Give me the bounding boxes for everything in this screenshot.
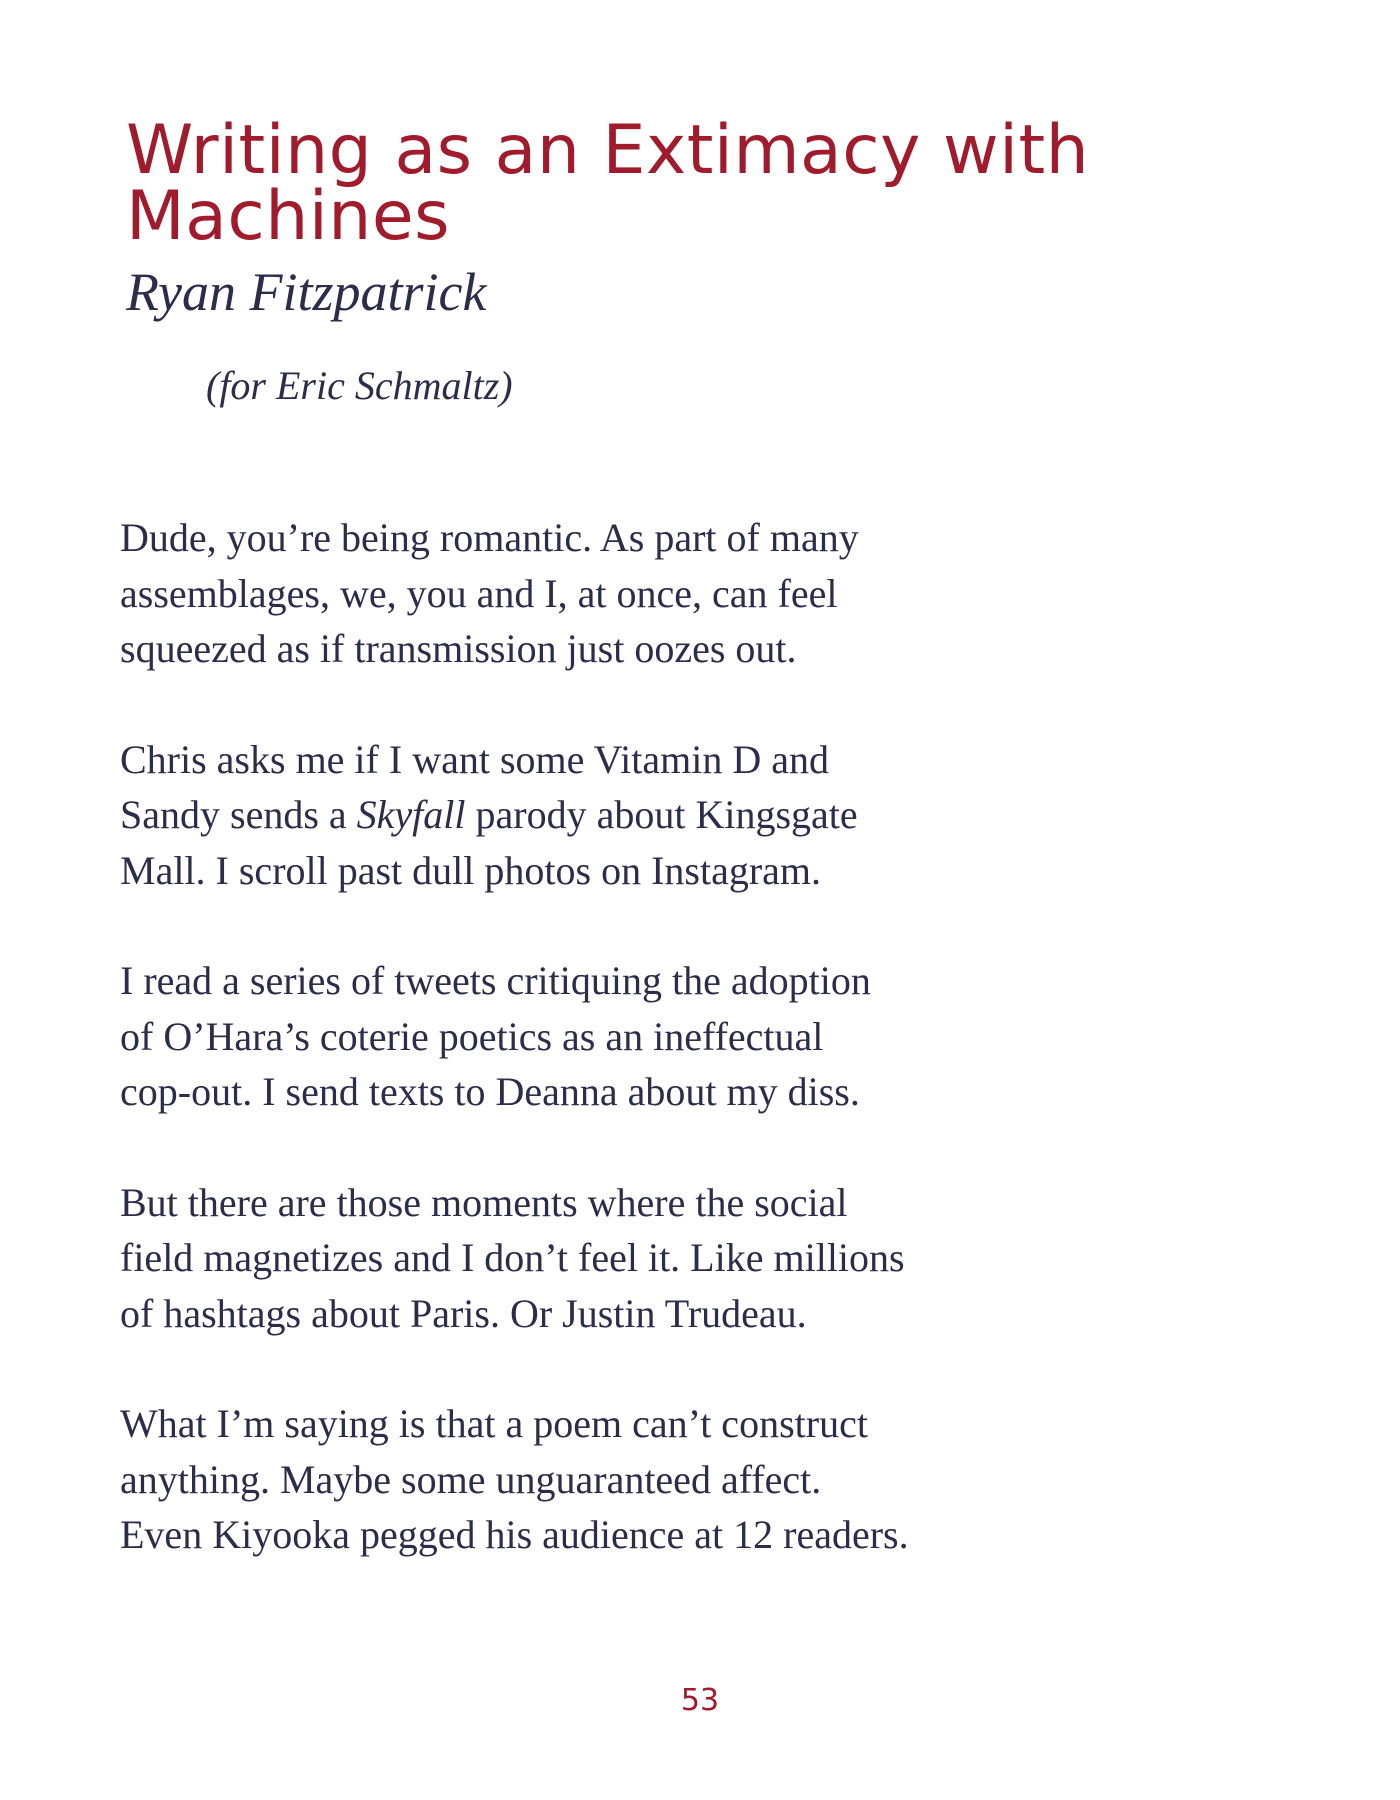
- stanza-2: [120, 732, 1220, 899]
- poem-line-segment: Sandy sends a: [120, 792, 357, 837]
- italic-film-title: Skyfall: [356, 792, 466, 837]
- poem-line: field magnetizes and I don’t feel it. Like millions: [120, 1235, 905, 1280]
- stanza-5: [120, 1396, 1220, 1563]
- dedication: (for Eric Schmaltz): [206, 363, 513, 408]
- poem-line-segment: parody about Kingsgate: [465, 792, 858, 837]
- poem-line: But there are those moments where the social: [120, 1179, 848, 1225]
- poem-line: of hashtags about Paris. Or Justin Trudeau.: [120, 1290, 807, 1336]
- stanza-1: [120, 510, 1220, 677]
- stanza-3: [120, 953, 1220, 1120]
- poem-body: [120, 510, 1220, 1618]
- poem-title: Writing as an Extimacy with Machines: [126, 111, 1090, 256]
- poem-line-with-italic-title: [120, 787, 1220, 843]
- page-number: 53: [680, 1683, 720, 1718]
- poem-line: What I’m saying is that a poem can’t construct: [120, 1401, 868, 1446]
- poem-line: Dude, you’re being romantic. As part of many: [120, 515, 859, 560]
- stanza-4: [120, 1175, 1220, 1342]
- poem-line: I read a series of tweets critiquing the adoption: [120, 958, 871, 1003]
- poem-line: Chris asks me if I want some Vitamin D and: [120, 736, 829, 782]
- poem-line: assemblages, we, you and I, at once, can feel: [120, 570, 838, 616]
- poem-line: squeezed as if transmission just oozes out.: [120, 626, 797, 671]
- author-name: Ryan Fitzpatrick: [126, 262, 487, 322]
- poem-line: anything. Maybe some unguaranteed affect.: [120, 1456, 822, 1502]
- poem-line: Mall. I scroll past dull photos on Instagram.: [120, 847, 822, 893]
- poem-line: Even Kiyooka pegged his audience at 12 readers.: [120, 1512, 909, 1557]
- poem-line: cop-out. I send texts to Deanna about my diss.: [120, 1069, 860, 1114]
- poem-line: of O’Hara’s coterie poetics as an ineffectual: [120, 1013, 824, 1059]
